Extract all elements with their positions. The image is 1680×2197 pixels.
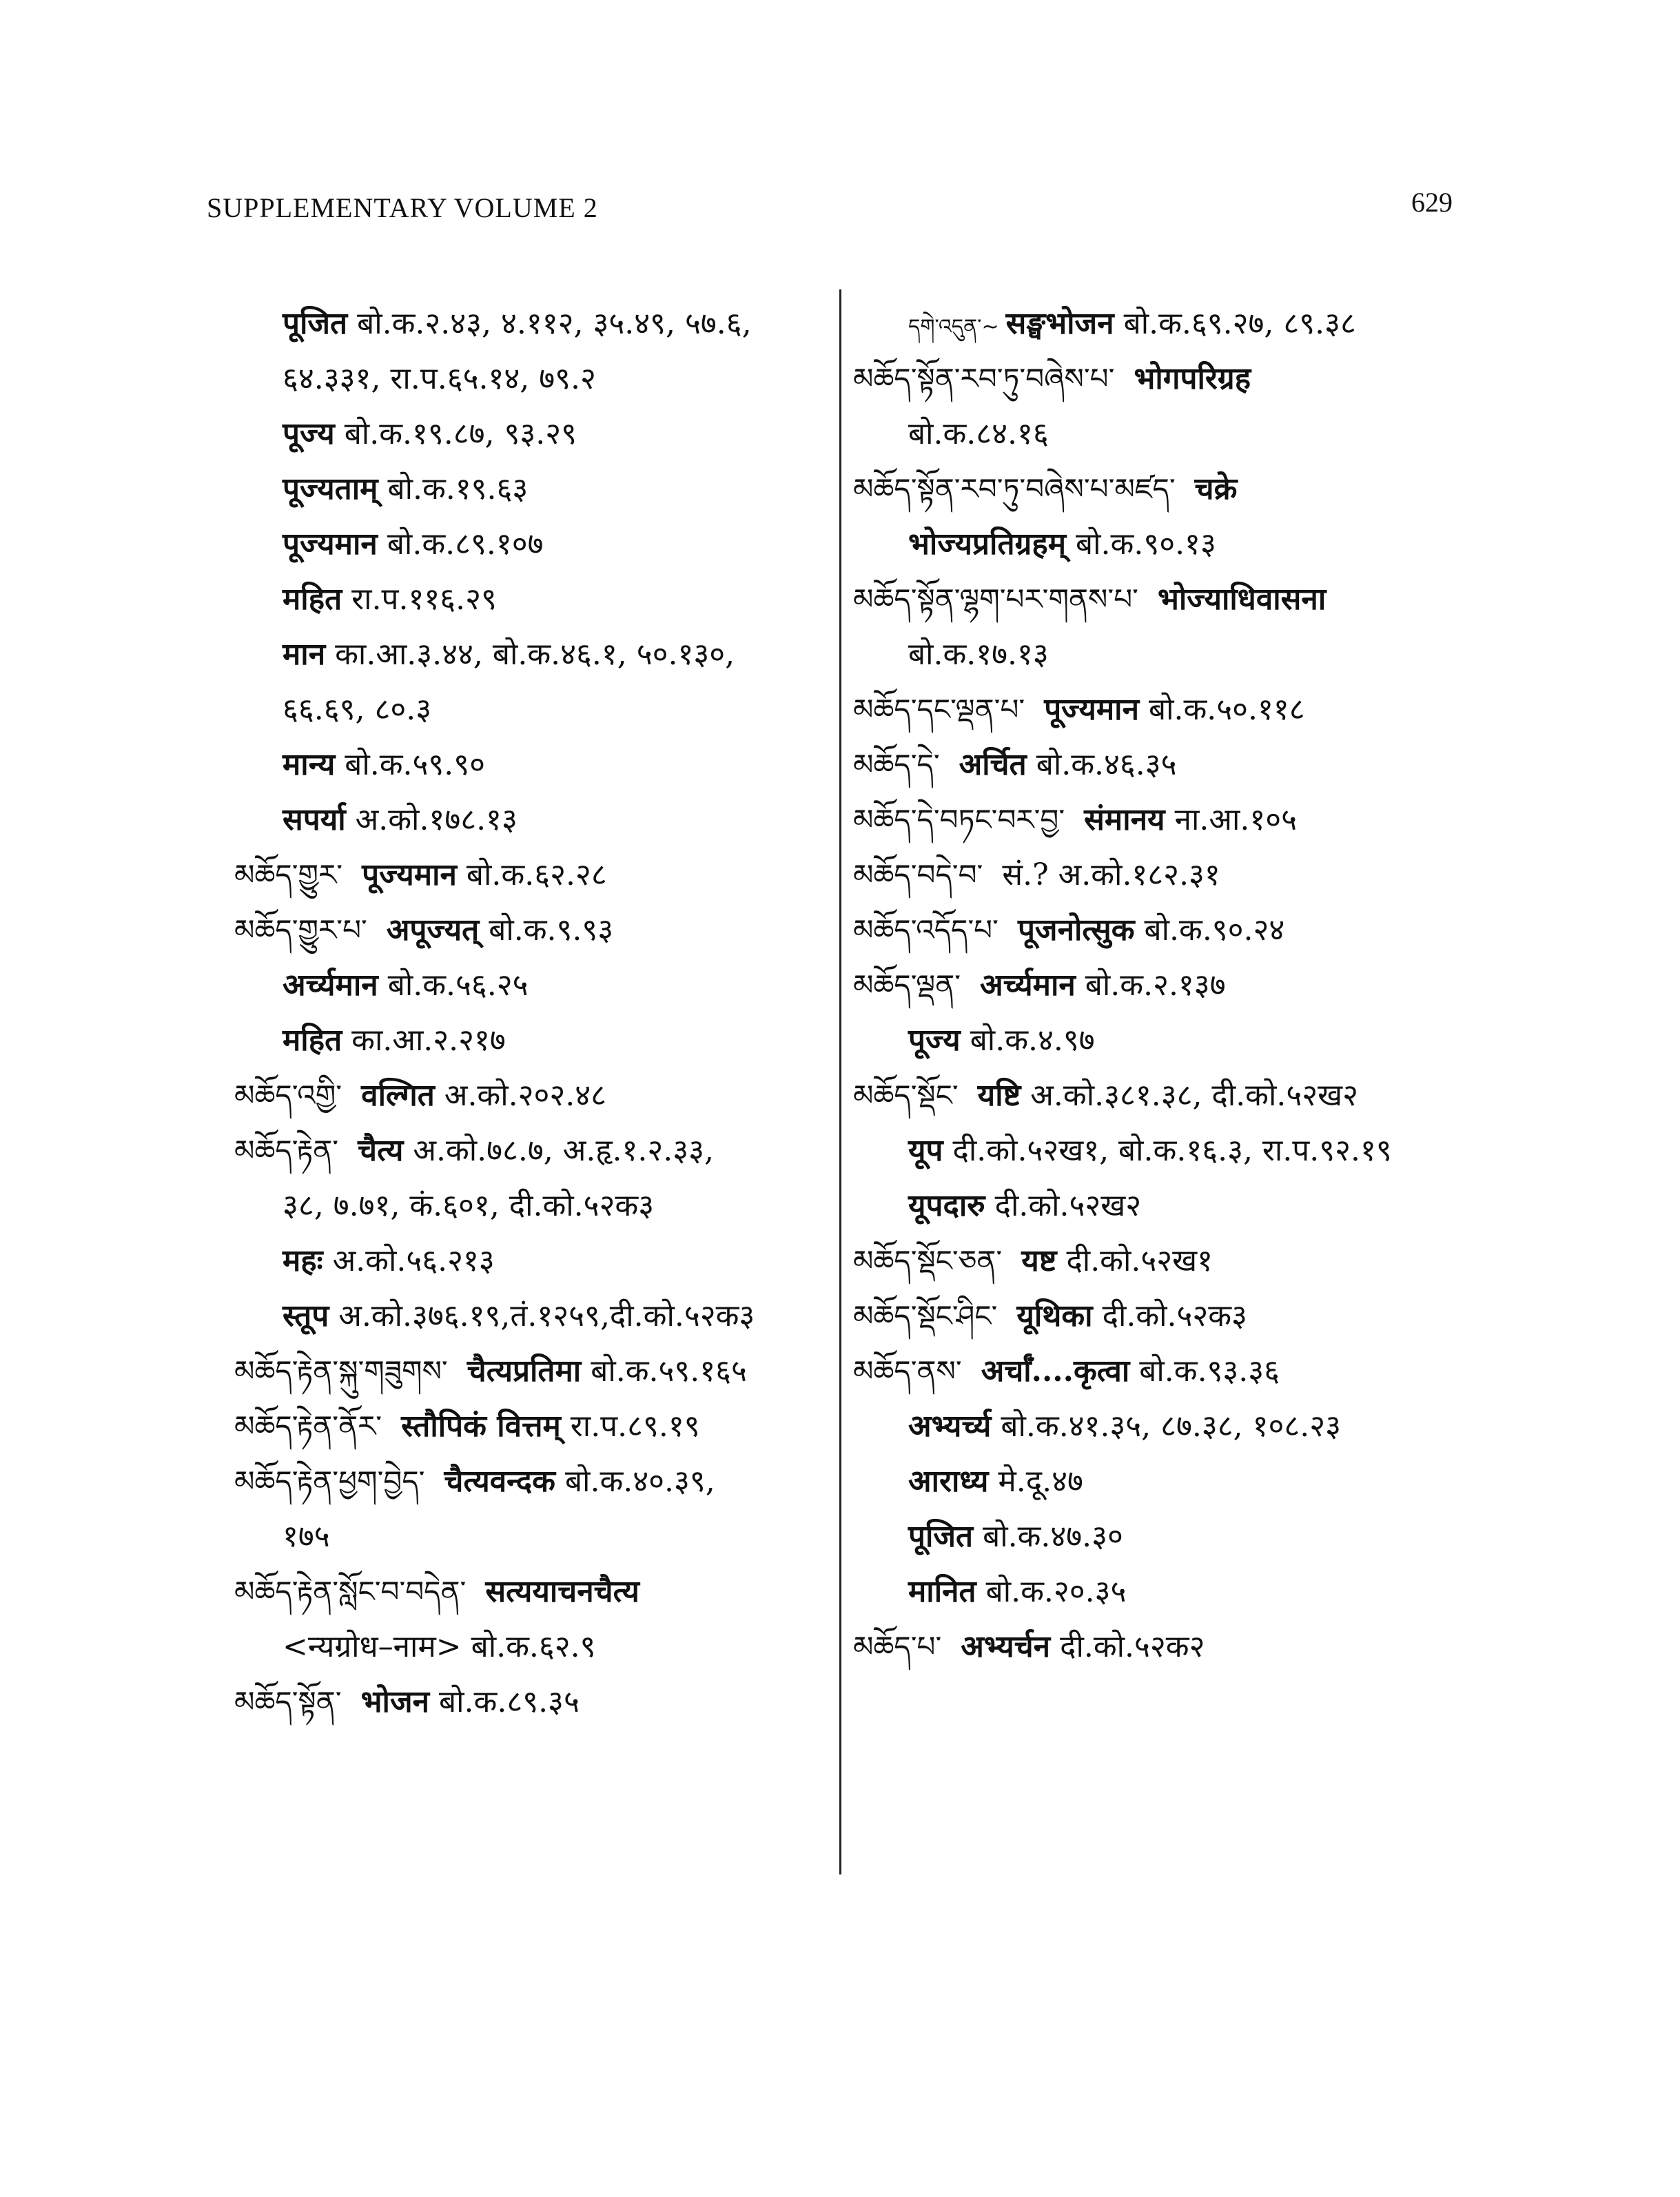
sanskrit-equivalent: यूप xyxy=(908,1133,943,1168)
tibetan-headword: མཆོད་བདེ་བ་ xyxy=(853,858,983,892)
entry-line xyxy=(207,351,820,407)
sanskrit-equivalent: अर्च्यमान xyxy=(980,968,1076,1003)
sanskrit-equivalent: चैत्यप्रतिमा xyxy=(467,1353,582,1389)
entry-line xyxy=(207,296,820,351)
entry-line xyxy=(853,1564,1473,1619)
entry-line xyxy=(207,627,820,682)
tibetan-headword: མཆོད་དེ་བཏང་བར་བྱ་ xyxy=(853,803,1065,837)
tibetan-headword: མཆོད་རྟེན་ནོར་ xyxy=(234,1409,382,1443)
tibetan-headword: མཆོད་ནས་ xyxy=(853,1354,962,1388)
entry-line xyxy=(853,1123,1473,1178)
source-reference: दी.को.५२ख२ xyxy=(994,1188,1142,1223)
tibetan-headword: མཆོད་སྟོན་རབ་ཏུ་བཞེས་པ་མཛད་ xyxy=(853,472,1176,506)
entry-line xyxy=(853,1178,1473,1234)
source-reference: दी.को.५२ख१, बो.क.१६.३, रा.प.९२.१९ xyxy=(952,1133,1392,1168)
source-reference: बो.क.९.९३ xyxy=(489,912,614,948)
tibetan-headword: མཆོད་རྟེན་ཕྱག་བྱེད་ xyxy=(234,1464,425,1498)
tibetan-headword: མཆོད་སྡོང་ xyxy=(853,1079,959,1112)
tibetan-headword: མཆོད་པ་ xyxy=(853,1630,942,1664)
entry-line xyxy=(207,903,820,958)
entry-line xyxy=(207,1234,820,1289)
left-column xyxy=(207,296,820,1730)
source-reference: अ.को.७८.७, अ.हृ.१.२.३३, xyxy=(413,1133,715,1168)
source-reference: का.आ.२.२१७ xyxy=(351,1023,506,1058)
source-reference: बो.क.१९.६३ xyxy=(387,471,529,507)
tibetan-headword: མཆོད་དང་ལྡན་པ་ xyxy=(853,693,1025,726)
source-reference: बो.क.१७.१३ xyxy=(908,637,1049,672)
entry-line xyxy=(853,627,1473,682)
sanskrit-equivalent: महित xyxy=(283,582,342,617)
source-reference: बो.क.४०.३९, xyxy=(564,1464,715,1499)
source-reference: बो.क.६९.२७, ८९.३८ xyxy=(1123,306,1356,341)
entry-line xyxy=(207,1675,820,1730)
sanskrit-equivalent: सङ्घभोजन xyxy=(1005,306,1114,341)
source-reference: सं.? अ.को.१८२.३१ xyxy=(1002,857,1220,892)
source-reference: ६६.६९, ८०.३ xyxy=(283,692,432,727)
source-reference: अ.को.३७६.१९,तं.१२५९,दी.को.५२क३ xyxy=(338,1298,755,1333)
sanskrit-equivalent: यूथिका xyxy=(1016,1298,1093,1333)
entry-line xyxy=(207,1289,820,1344)
tibetan-headword: དགེ་འདུན་~ xyxy=(908,315,999,339)
source-reference: मे.दू.४७ xyxy=(998,1464,1083,1499)
tibetan-headword: མཆོད་སྟོན་རབ་ཏུ་བཞེས་པ་ xyxy=(853,362,1115,396)
source-reference: अ.को.५६.२१३ xyxy=(332,1243,495,1278)
sanskrit-equivalent: सपर्या xyxy=(283,802,346,837)
sanskrit-equivalent: सत्ययाचनचैत्य xyxy=(485,1574,639,1609)
tibetan-headword: མཆོད་རྟེན་སྐུ་གཟུགས་ xyxy=(234,1354,448,1388)
entry-line xyxy=(853,296,1473,351)
entry-line xyxy=(207,1178,820,1234)
entry-line xyxy=(207,1619,820,1675)
sanskrit-equivalent: चैत्यवन्दक xyxy=(444,1464,555,1499)
sanskrit-equivalent: अभ्यर्च्य xyxy=(908,1409,992,1444)
entry-line xyxy=(207,1509,820,1564)
entry-line xyxy=(853,1068,1473,1123)
entry-line xyxy=(853,793,1473,848)
tibetan-headword: མཆོད་སྟོན་ xyxy=(234,1685,342,1719)
tibetan-headword: མཆོད་སྡོང་ཅན་ xyxy=(853,1244,1003,1278)
source-reference: बो.क.५६.२५ xyxy=(387,968,529,1003)
sanskrit-equivalent: पूजनोत्सुक xyxy=(1017,912,1135,948)
page-number: 629 xyxy=(1411,187,1453,218)
entry-line xyxy=(853,1234,1473,1289)
source-reference: का.आ.३.४४, बो.क.४६.१, ५०.१३०, xyxy=(335,637,735,672)
sanskrit-equivalent: यष्टि xyxy=(977,1078,1021,1113)
entry-line xyxy=(853,572,1473,627)
sanskrit-equivalent: वल्गित xyxy=(361,1078,435,1113)
source-reference: बो.क.२.१३७ xyxy=(1085,968,1226,1003)
source-reference: बो.क.९०.२४ xyxy=(1144,912,1285,948)
entry-line xyxy=(207,462,820,517)
source-reference: बो.क.८९.१०७ xyxy=(387,527,544,562)
source-reference: बो.क.५९.९० xyxy=(345,747,486,782)
source-reference: बो.क.६२.२८ xyxy=(466,857,607,892)
entry-line xyxy=(207,572,820,627)
tibetan-headword: མཆོད་ལྡན་ xyxy=(853,968,961,1002)
entry-line xyxy=(853,903,1473,958)
entry-line xyxy=(853,462,1473,517)
sanskrit-equivalent: स्तौपिकं वित्तम् xyxy=(401,1409,561,1444)
entry-line xyxy=(853,848,1473,903)
running-title: SUPPLEMENTARY VOLUME 2 xyxy=(207,192,598,223)
sanskrit-equivalent: यूपदारु xyxy=(908,1188,985,1223)
sanskrit-equivalent: पूज्यमान xyxy=(1044,692,1139,727)
sanskrit-equivalent: मानित xyxy=(908,1574,976,1609)
entry-line xyxy=(853,1289,1473,1344)
source-reference: दी.को.५२क३ xyxy=(1102,1298,1247,1333)
source-reference: बो.क.१९.८७, ९३.२९ xyxy=(344,416,577,451)
sanskrit-equivalent: यष्ट xyxy=(1021,1243,1057,1278)
entry-line xyxy=(207,1399,820,1454)
entry-line xyxy=(207,1454,820,1509)
entry-line xyxy=(207,407,820,462)
source-reference: अ.को.१७८.१३ xyxy=(355,802,518,837)
right-column xyxy=(853,296,1473,1675)
entry-line xyxy=(207,517,820,572)
sanskrit-equivalent: महित xyxy=(283,1023,342,1058)
sanskrit-equivalent: अपूज्यत् xyxy=(386,912,480,948)
tibetan-headword: མཆོད་རྟེན་ xyxy=(234,1134,339,1167)
tibetan-headword: མཆོད་དེ་ xyxy=(853,748,940,781)
sanskrit-equivalent: अर्च्यमान xyxy=(283,968,378,1003)
entry-line xyxy=(207,793,820,848)
source-reference: अ.को.२०२.४८ xyxy=(444,1078,606,1113)
entry-line xyxy=(207,1123,820,1178)
source-reference: बो.क.४७.३० xyxy=(983,1519,1123,1554)
source-reference: बो.क.५०.११८ xyxy=(1149,692,1305,727)
sanskrit-equivalent: आराध्य xyxy=(908,1464,989,1499)
sanskrit-equivalent: मान्य xyxy=(283,747,336,782)
source-reference: बो.क.८४.१६ xyxy=(908,416,1049,451)
source-reference: बो.क.२.४३, ४.११२, ३५.४९, ५७.६, xyxy=(357,306,752,341)
source-reference: <न्यग्रोध–नाम> बो.क.६२.९ xyxy=(283,1629,596,1664)
sanskrit-equivalent: अर्चित xyxy=(959,747,1027,782)
entry-line xyxy=(853,407,1473,462)
entry-line xyxy=(853,1013,1473,1068)
source-reference: अ.को.३८१.३८, दी.को.५२ख२ xyxy=(1030,1078,1358,1113)
source-reference: बो.क.९३.३६ xyxy=(1139,1353,1280,1389)
tibetan-headword: མཆོད་གྱུར་པ་ xyxy=(234,913,367,947)
source-reference: बो.क.९०.१३ xyxy=(1076,527,1216,562)
sanskrit-equivalent: भोज्यप्रतिग्रहम् xyxy=(908,527,1067,562)
entry-line xyxy=(853,1344,1473,1399)
entry-line xyxy=(853,351,1473,407)
sanskrit-equivalent: संमानय xyxy=(1084,802,1165,837)
tibetan-headword: མཆོད་འདོད་པ་ xyxy=(853,913,998,947)
sanskrit-equivalent: पूज्यमान xyxy=(283,527,378,562)
entry-line xyxy=(207,848,820,903)
entry-line xyxy=(853,1454,1473,1509)
sanskrit-equivalent: स्तूप xyxy=(283,1298,329,1333)
entry-line xyxy=(853,958,1473,1013)
sanskrit-equivalent: अभ्यर्चन xyxy=(961,1629,1051,1664)
entry-line xyxy=(207,737,820,793)
sanskrit-equivalent: भोगपरिग्रह xyxy=(1134,361,1251,396)
entry-line xyxy=(207,1564,820,1619)
sanskrit-equivalent: मान xyxy=(283,637,326,672)
tibetan-headword: མཆོད་སྡོང་ཤིང་ xyxy=(853,1299,998,1333)
sanskrit-equivalent: भोजन xyxy=(360,1684,430,1719)
sanskrit-equivalent: पूज्यताम् xyxy=(283,471,378,507)
source-reference: १७५ xyxy=(283,1519,330,1554)
source-reference: रा.प.११६.२९ xyxy=(351,582,497,617)
source-reference: बो.क.४.९७ xyxy=(970,1023,1095,1058)
column-divider xyxy=(839,289,841,1874)
sanskrit-equivalent: अर्चाँ....कृत्वा xyxy=(981,1353,1130,1389)
source-reference: ६४.३३१, रा.प.६५.१४, ७९.२ xyxy=(283,361,596,396)
source-reference: ३८, ७.७१, कं.६०१, दी.को.५२क३ xyxy=(283,1188,655,1223)
entry-line xyxy=(207,1344,820,1399)
source-reference: बो.क.२०.३५ xyxy=(985,1574,1127,1609)
source-reference: बो.क.४६.३५ xyxy=(1036,747,1177,782)
source-reference: ना.आ.१०५ xyxy=(1174,802,1297,837)
source-reference: बो.क.४१.३५, ८७.३८, १०८.२३ xyxy=(1001,1409,1342,1444)
sanskrit-equivalent: पूजित xyxy=(908,1519,974,1554)
sanskrit-equivalent: पूज्य xyxy=(908,1023,961,1058)
entry-line xyxy=(853,1399,1473,1454)
entry-line xyxy=(207,1068,820,1123)
entry-line xyxy=(853,682,1473,737)
entry-line xyxy=(207,682,820,737)
tibetan-headword: མཆོད་སྟོན་ལྷག་པར་གནས་པ་ xyxy=(853,582,1138,616)
entry-line xyxy=(853,1619,1473,1675)
sanskrit-equivalent: पूज्य xyxy=(283,416,335,451)
source-reference: बो.क.८९.३५ xyxy=(439,1684,580,1719)
entry-line xyxy=(207,1013,820,1068)
tibetan-headword: མཆོད་འགྱི་ xyxy=(234,1079,342,1112)
sanskrit-equivalent: पूज्यमान xyxy=(362,857,457,892)
sanskrit-equivalent: भोज्याधिवासना xyxy=(1157,582,1326,617)
entry-line xyxy=(207,958,820,1013)
entry-line xyxy=(853,737,1473,793)
sanskrit-equivalent: चक्रे xyxy=(1194,471,1238,507)
source-reference: दी.को.५२क२ xyxy=(1060,1629,1205,1664)
source-reference: दी.को.५२ख१ xyxy=(1066,1243,1213,1278)
tibetan-headword: མཆོད་རྟེན་སློང་བ་བདེན་ xyxy=(234,1575,467,1608)
sanskrit-equivalent: महः xyxy=(283,1243,323,1278)
tibetan-headword: མཆོད་གྱུར་ xyxy=(234,858,343,892)
entry-line xyxy=(853,517,1473,572)
entry-line xyxy=(853,1509,1473,1564)
sanskrit-equivalent: पूजित xyxy=(283,306,348,341)
source-reference: रा.प.८९.१९ xyxy=(570,1409,700,1444)
source-reference: बो.क.५९.१६५ xyxy=(591,1353,747,1389)
sanskrit-equivalent: चैत्य xyxy=(358,1133,404,1168)
